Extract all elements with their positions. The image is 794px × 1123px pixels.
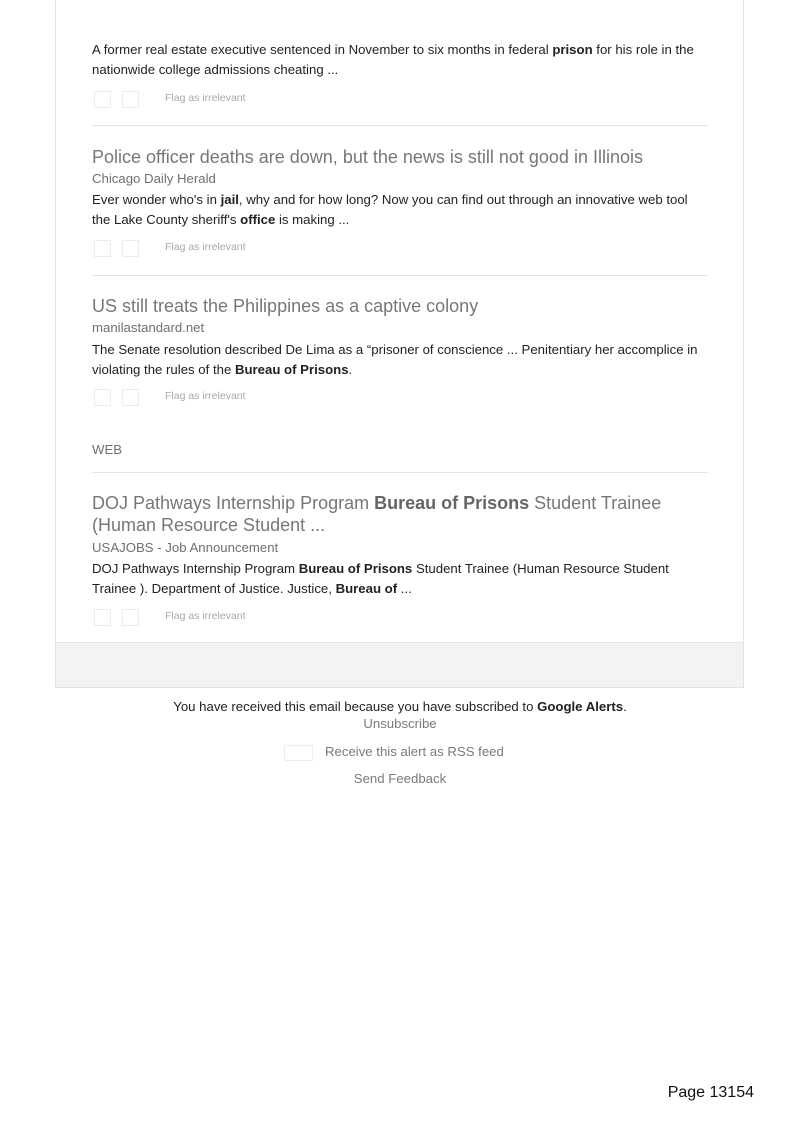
result-title-link[interactable] bbox=[92, 492, 704, 536]
text-run: ... bbox=[397, 581, 412, 596]
flag-checkbox[interactable] bbox=[94, 609, 111, 626]
send-feedback-link[interactable]: Send Feedback bbox=[353, 771, 447, 786]
result-snippet bbox=[92, 190, 704, 230]
flag-checkbox[interactable] bbox=[94, 389, 111, 406]
divider bbox=[92, 275, 708, 276]
notice-period: . bbox=[623, 699, 627, 714]
google-alerts-brand: Google Alerts bbox=[537, 699, 624, 714]
result-snippet bbox=[92, 40, 704, 80]
text-run: The Senate resolution described De Lima as a “prisoner of conscience ... Penitentiary her accomplice in violating the rules of the bbox=[92, 342, 698, 377]
flag-as-irrelevant-link[interactable]: Flag as irrelevant bbox=[165, 390, 246, 402]
flag-as-irrelevant-link[interactable]: Flag as irrelevant bbox=[165, 610, 246, 622]
subscription-notice bbox=[0, 699, 794, 714]
result-source: Chicago Daily Herald bbox=[92, 171, 216, 186]
flag-as-irrelevant-link[interactable]: Flag as irrelevant bbox=[165, 241, 246, 253]
text-run: Student Trainee (Human Resource Student ... bbox=[92, 493, 662, 535]
highlighted-keyword: Bureau of Prisons bbox=[298, 561, 413, 576]
highlighted-keyword: prison bbox=[552, 42, 593, 57]
result-source: manilastandard.net bbox=[92, 320, 205, 335]
flag-checkbox[interactable] bbox=[122, 609, 139, 626]
result-snippet bbox=[92, 340, 704, 380]
text-run: DOJ Pathways Internship Program bbox=[92, 561, 299, 576]
highlighted-keyword: jail bbox=[220, 192, 239, 207]
divider bbox=[92, 125, 708, 126]
card-footer-bar bbox=[56, 642, 743, 687]
flag-checkbox[interactable] bbox=[94, 91, 111, 108]
unsubscribe-link[interactable]: Unsubscribe bbox=[363, 716, 437, 731]
flag-checkbox[interactable] bbox=[122, 240, 139, 257]
text-run: , why and for how long? Now you can find out through an innovative web tool the Lake County sheriff's bbox=[92, 192, 688, 227]
text-run: Student Trainee (Human Resource Student Trainee ). Department of Justice. Justice, bbox=[92, 561, 669, 596]
highlighted-keyword: Bureau of bbox=[335, 581, 398, 596]
rss-icon[interactable] bbox=[284, 745, 313, 761]
section-label: WEB bbox=[92, 442, 123, 457]
page-number: Page 13154 bbox=[667, 1084, 754, 1101]
rss-feed-link[interactable]: Receive this alert as RSS feed bbox=[325, 744, 504, 759]
text-run: A former real estate executive sentenced in November to six months in federal bbox=[92, 42, 553, 57]
divider bbox=[92, 472, 708, 473]
notice-text: You have received this email because you have subscribed to bbox=[173, 699, 538, 714]
text-run: . bbox=[348, 362, 353, 377]
flag-checkbox[interactable] bbox=[94, 240, 111, 257]
flag-checkbox[interactable] bbox=[122, 91, 139, 108]
text-run: Police officer deaths are down, but the news is still not good in Illinois bbox=[92, 147, 643, 167]
text-run: Ever wonder who's in bbox=[92, 192, 221, 207]
highlighted-keyword: office bbox=[240, 212, 276, 227]
text-run: is making ... bbox=[275, 212, 350, 227]
flag-checkbox[interactable] bbox=[122, 389, 139, 406]
result-title-link[interactable] bbox=[92, 295, 704, 317]
result-snippet bbox=[92, 559, 704, 599]
flag-as-irrelevant-link[interactable]: Flag as irrelevant bbox=[165, 92, 246, 104]
text-run: for his role in the nationwide college admissions cheating ... bbox=[92, 42, 694, 77]
highlighted-keyword: Bureau of Prisons bbox=[374, 493, 530, 513]
text-run: DOJ Pathways Internship Program bbox=[92, 493, 375, 513]
result-title-link[interactable] bbox=[92, 146, 704, 168]
highlighted-keyword: Bureau of Prisons bbox=[234, 362, 349, 377]
result-source: USAJOBS - Job Announcement bbox=[92, 540, 279, 555]
text-run: US still treats the Philippines as a captive colony bbox=[92, 296, 479, 316]
